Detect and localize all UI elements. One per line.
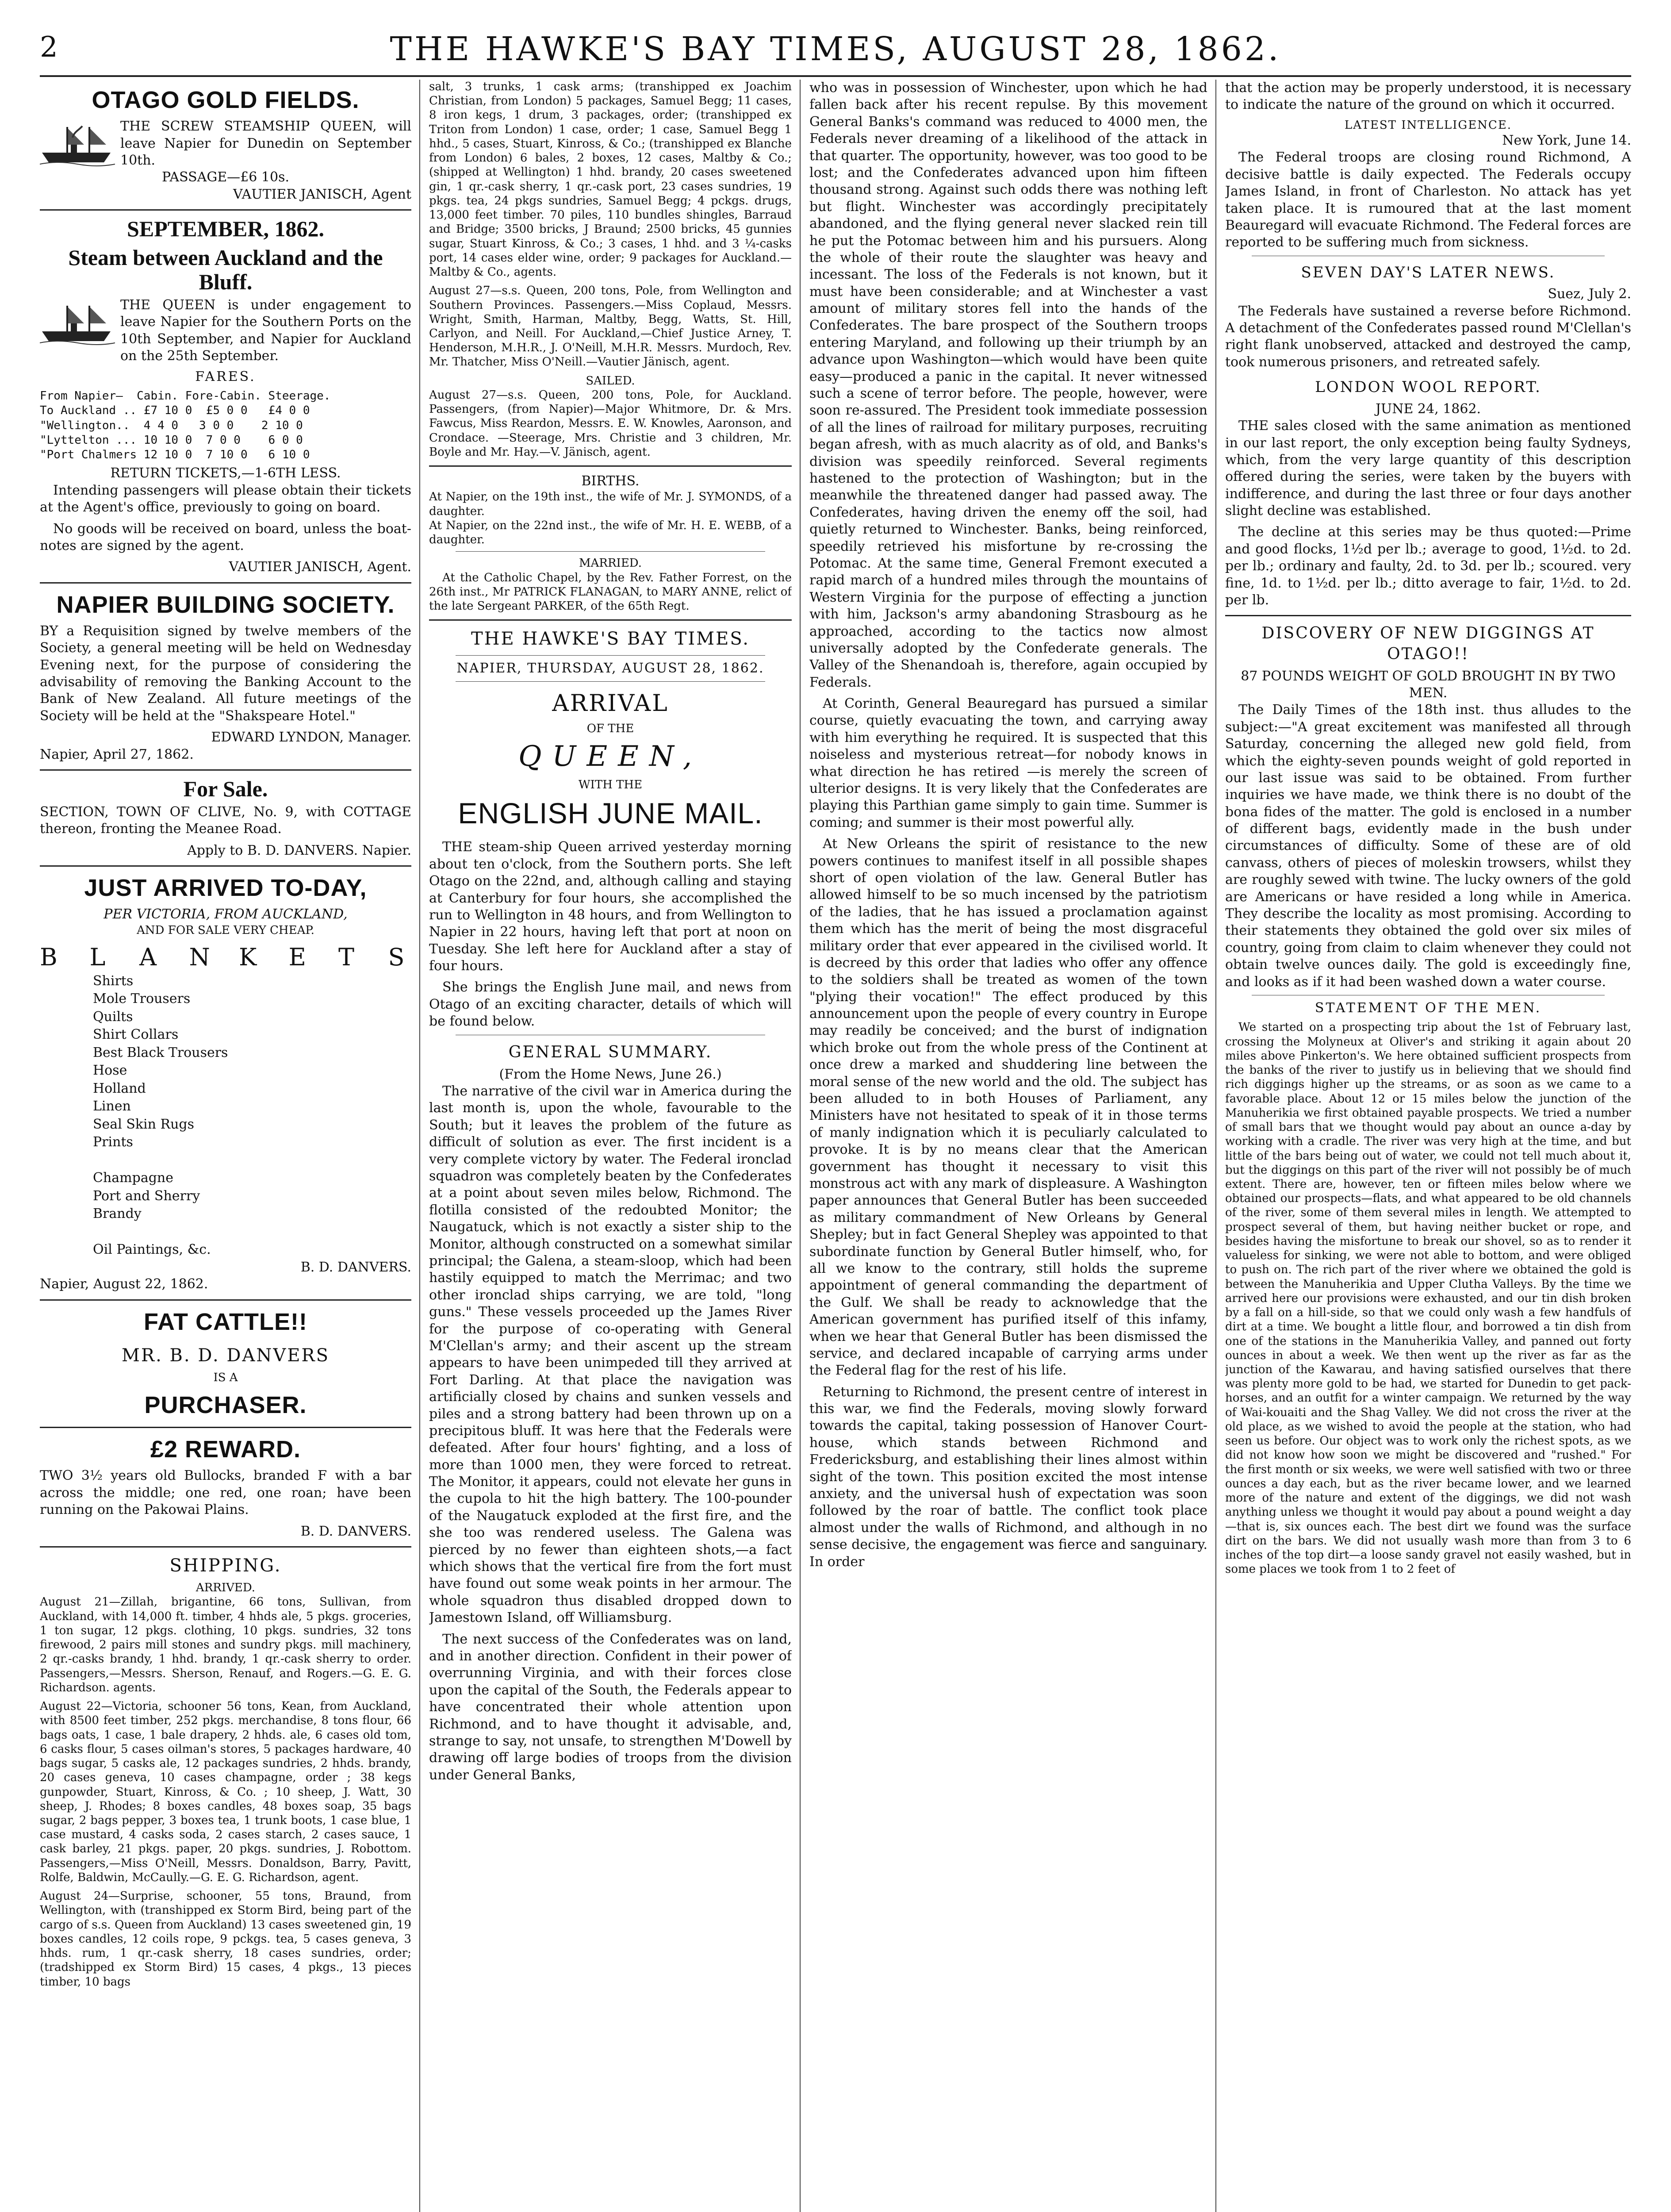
reward-heading: £2 REWARD. (150, 1436, 301, 1463)
society-body: BY a Requisition signed by twelve members of the Society, a general meeting will be held on Wednesday Evening next, for the purpose of considering the advisability of removing the Banking Account to the Bank of New Zealand. All future meetings of the Society will be held at the "Shakspeare Hotel." (40, 623, 411, 724)
steam-heading: Steam between Auckland and the Bluff. (68, 245, 383, 295)
cattle-heading: FAT CATTLE!! (144, 1308, 307, 1335)
sailed-label: SAILED. (586, 374, 635, 388)
wool-heading: LONDON WOOL REPORT. (1315, 378, 1541, 396)
divider (40, 1427, 411, 1428)
cattle-line: MR. B. D. DANVERS (122, 1345, 330, 1366)
list-item: Linen (93, 1098, 131, 1114)
latest-heading: LATEST INTELLIGENCE. (1344, 118, 1512, 132)
cattle-line: IS A (213, 1371, 238, 1385)
divider (40, 209, 411, 211)
summary-paragraph: The next success of the Confederates was on land, and in another direction. Confident in their power of overrunning Virginia, and with their forces close upon the capital of the South, the Federals appear to have concentrated their whole attention upon Richmond, and to have thought it advisable, and, strange to say, not unsafe, to strengthen M'Dowell by drawing off large bodies of troops from the division under General Banks, (429, 1631, 792, 1783)
list-item: Prints (93, 1134, 133, 1150)
masthead (40, 27, 1631, 77)
steamship-icon (40, 297, 115, 346)
summary-source: (From the Home News, June 26.) (499, 1066, 722, 1082)
list-item: Mole Trousers (93, 991, 191, 1007)
list-item: Quilts (93, 1009, 133, 1025)
otago-passage: PASSAGE—£6 10s. (161, 169, 290, 185)
discovery-subheading: 87 POUNDS WEIGHT OF GOLD BROUGHT IN BY TWO MEN. (1241, 668, 1616, 701)
blankets-letter: B (40, 943, 57, 971)
list-item: Hose (93, 1063, 127, 1079)
columns (40, 80, 1631, 2212)
wool-paragraph: The decline at this series may be thus quoted:—Prime and good flocks, 1½d per lb.; average to good, 1½d. to 2d. per lb.; ordinary and faulty, 2d. to 3d. per lb.; scoured. very fine, 1d. to 1½d. per lb.; ditto average to fair, 1½d. to 2d. per lb. (1225, 524, 1631, 608)
reward-sign: B. D. DANVERS. (300, 1523, 411, 1539)
queen-heading: QUEEN, (518, 740, 703, 773)
list-item: Seal Skin Rugs (93, 1116, 195, 1132)
fares-table: From Napier— Cabin. Fore-Cabin. Steerage. To Auckland .. £7 10 0 £5 0 0 £4 0 0 "Wellington.. 4 4 0 3 0 0 2 10 0 "Lyttelton ... 10 10 0 7 0 0 6 0 0 "Port Chalmers 12 10 0 7 10 0 6 10 0 (40, 389, 331, 462)
arrived-sign: B. D. DANVERS. (300, 1259, 411, 1275)
war-paragraph: Returning to Richmond, the present centre of interest in this war, we find the Federals, moving slowly forward towards the capital, taking possession of Hanover Court-house, which stands between Richmond and Fredericksburg, and establishing their lines almost within sight of the town. This position excited the most intense anxiety, and the universal hush of expectation was soon followed by the roar of battle. The conflict took place almost under the walls of Richmond, and although in no sense decisive, the engagement was fierce and sanguinary. In order (809, 1384, 1207, 1570)
arrived-sub2: AND FOR SALE VERY CHEAP. (137, 923, 314, 937)
divider (1225, 615, 1631, 616)
list-item: Best Black Trousers (93, 1045, 228, 1060)
births-text: At Napier, on the 19th inst., the wife of Mr. J. SYMONDS, of a daughter. At Napier, on the 22nd inst., the wife of Mr. H. E. WEBB, of a daughter. (429, 490, 792, 547)
otago-body: THE SCREW STEAMSHIP QUEEN, will leave Napier for Dunedin on September 10th. (120, 119, 411, 168)
divider (429, 619, 792, 621)
wool-dateline: JUNE 24, 1862. (1375, 401, 1481, 417)
column-1 (40, 80, 411, 2212)
list-item: Shirt Collars (93, 1027, 179, 1043)
births-heading: BIRTHS. (581, 473, 640, 489)
list-item: Oil Paintings, &c. (93, 1242, 211, 1258)
blankets-word (40, 942, 411, 972)
divider (429, 465, 792, 467)
steam-body: THE QUEEN is under engagement to leave Napier for the Southern Ports on the 10th September, and Napier for Auckland on the 25th September. (120, 297, 411, 364)
divider (40, 582, 411, 584)
queen-arrival-entry: August 27—s.s. Queen, 200 tons, Pole, from Wellington and Southern Provinces. Passengers.—Miss Coplaud, Messrs. Wright, Smith, Harman, Maltby, Begg, Watts, St. Hill, Carlyon, and Neill. For Auckland,—Chief Justice Arney, T. Henderson, M.H.R., J. O'Neill, M.H.R. Messrs. Murdoch, Rev. Mr. Thatcher, Miss O'Neill.—Vautier Jänisch, agent. (429, 284, 792, 369)
reward-body: TWO 3½ years old Bullocks, branded F with a bar across the middle; one red, one roan; have been running on the Pakowai Plains. (40, 1468, 411, 1518)
blankets-letter: A (139, 943, 157, 971)
seven-days-dateline: Suez, July 2. (1548, 286, 1631, 302)
divider (456, 551, 765, 552)
blankets-letter: E (288, 943, 306, 971)
society-dateline: Napier, April 27, 1862. (40, 746, 194, 762)
statement-paragraph: We started on a prospecting trip about the 1st of February last, crossing the Molyneux at Oliver's and striking it again about 20 miles above Pinkerton's. We here obtained sufficient prospects from the banks of the river to justify us in believing that we should find rich diggings higher up the streams, or as soon as we came to a favorable place. About 12 or 15 miles below the junction of the Manuherikia we first obtained payable prospects. We tried a number of small bars that we thought would pay about an ounce a-day by working with a cradle. The river was very high at the time, and but little of the bars being out of water, we could not tell much about it, but the diggings on this part of the river will not possibly be of much extent. There are, however, ten or fifteen miles below where we obtained our prospects—flats, and what appeared to be old channels of the river, some of them several miles in length. We attempted to prospect several of them, but having neither bucket or rope, and besides having the misfortune to break our shovel, so as to render it valueless for sinking, we were not able to bottom, and were obliged to push on. The rich part of the river where we obtained the gold is between the Manuherikia and Upper Clutha Valleys. By the time we arrived here our provisions were exhausted, and our tin dish broken by a fall on a hill-side, so that we could only wash a few handfuls of dirt at a time. We bought a little flour, and borrowed a tin dish from one of the stations in the Manuherikia Valley, and panned out forty ounces in about a week. We then went up the river as far as the junction of the Kawarau, and having satisfied ourselves that there was plenty more gold to be had, we started for Dunedin to get pack-horses, and an outfit for a winter campaign. We returned by the way of Wai-kouaiti and the Shag Valley. We did not cross the river at the old place, as we wished to avoid the people at the station, who had seen us before. Our object was to work only the richest spots, as we did not know how soon we might be discovered and "rushed." For the first month or six weeks, we were well satisfied with two or three ounces a day each, but as the river became lower, and we learned more of the nature and extent of the diggings, we did not wash anything unless we thought it would pay about a pound weight a day—that is, six ounces each. The best dirt we found was the surface dirt on the bars. We did not usually wash more than from 3 to 6 inches of the top dirt—a loose sandy gravel not easily washed, but in some places we took from 1 to 2 feet of (1225, 1021, 1631, 1576)
arrival-paragraph: THE steam-ship Queen arrived yesterday morning about ten o'clock, from the Southern ports. She left Otago on the 22nd, and, although calling and staying at Canterbury for four hours, she accomplished the run to Wellington in 48 hours, and from Wellington to Napier in 22 hours, having left that port at noon on Tuesday. She left here for Auckland after a stay of four hours. (429, 839, 792, 974)
otago-sign: VAUTIER JANISCH, Agent (233, 186, 411, 202)
arrival-heading: ARRIVAL (552, 690, 669, 717)
society-heading: NAPIER BUILDING SOCIETY. (56, 591, 395, 618)
cattle-line: PURCHASER. (144, 1392, 307, 1419)
column-rule (1215, 80, 1216, 2212)
arrival-paragraph: She brings the English June mail, and news from Otago of an exciting character, details of which will be found below. (429, 979, 792, 1029)
otago-ad (40, 118, 411, 169)
arrived-sub: PER VICTORIA, FROM AUCKLAND, (103, 906, 348, 922)
queen-sailed-entry: August 27—s.s. Queen, 200 tons, Pole, for Auckland. Passengers, (from Napier)—Major Whitmore, Dr. & Mrs. Fawcus, Miss Reardon, Messrs. E. W. Knowles, Aaronson, and Crondace. —Steerage, Mrs. Christie and 3 children, Mr. Boyle and Mr. Hay.—V. Jänisch, agent. (429, 388, 792, 459)
sale-body: SECTION, TOWN OF CLIVE, No. 9, with COTTAGE thereon, fronting the Meanee Road. (40, 804, 411, 837)
english-mail-heading: ENGLISH JUNE MAIL. (458, 796, 763, 830)
war-paragraph: At New Orleans the spirit of resistance to the new powers continues to manifest itself in all possible shapes short of open violation of the law. General Butler has allowed himself to be so much incensed by the patriotism of the ladies, that he has issued a proclamation against them which has the merit of being the most disgraceful military order that ever appeared in the civilised world. It is decreed by this order that ladies who offer any offence to the soldiers shall be treated as women of the town "plying their vocation!" The effect produced by this announcement upon the people of every country in Europe may readily be conceived; and the burst of indignation which broke out from the whole press of the Continent at once drew a marked and shuddering line between the moral sense of the new world and the old. The subject has been alluded to in both Houses of Parliament, any Ministers have not hesitated to speak of it in those terms of manly indignation which it is peculiarly calculated to provoke. It is by no means clear that the American government has thought it necessary to visit this monstrous act with any mark of displeasure. A Washington paper announces that General Butler has been succeeded as military commandment of New Orleans by General Shepley; but in fact General Shepley was appointed to that subordinate function by General Butler himself, who, for all we know to the contrary, still holds the supreme appointment of general commanding the department of the Gulf. We shall be ready to acknowledge that the American government has purified itself of this infamy, when we hear that General Butler has been dismissed the service, and declared incapable of carrying arms under the Federal flag for the rest of his life. (809, 836, 1207, 1379)
married-heading: MARRIED. (579, 557, 642, 570)
blankets-letter: L (89, 943, 106, 971)
seven-days-paragraph: The Federals have sustained a reverse before Richmond. A detachment of the Confederates passed round M'Clellan's right flank unobserved, attacked and destroyed the camp, took numerous prisoners, and retreated safely. (1225, 303, 1631, 370)
column-3 (809, 80, 1207, 2212)
blankets-letter: K (239, 943, 257, 971)
wool-paragraph: THE sales closed with the same animation as mentioned in our last report, the only exception being faulty Sydneys, which, from the very large quantity of this description offered during the series, were taken by the buyers with indifference, and during the last three or four days another slight decline was established. (1225, 418, 1631, 519)
column-4 (1225, 80, 1631, 2212)
married-text: At the Catholic Chapel, by the Rev. Father Forrest, on the 26th inst., Mr PATRICK FLANAGAN, to MARY ANNE, relict of the late Sergeant PARKER, of the 65th Regt. (429, 571, 792, 613)
list-item (93, 1152, 411, 1170)
list-item: Holland (93, 1080, 146, 1096)
page-number: 2 (40, 31, 58, 64)
steam-note: No goods will be received on board, unless the boat-notes are signed by the agent. (40, 521, 411, 553)
blankets-letter: N (189, 943, 210, 971)
sale-heading: For Sale. (183, 776, 268, 801)
steamship-icon (40, 118, 115, 167)
column-2 (429, 80, 792, 2212)
seven-days-heading: SEVEN DAY'S LATER NEWS. (1301, 263, 1556, 281)
latest-dateline: New York, June 14. (1502, 133, 1631, 149)
war-paragraph: who was in possession of Winchester, upon which he had fallen back after his recent repulse. By this movement General Banks's command was reduced to 4000 men, the Federals never dreaming of a likelihood of the attack in that quarter. The opportunity, however, was too good to be lost; and the Confederates advanced upon him fifteen thousand strong. Against such odds there was nothing left but flight. Winchester was accordingly precipitately abandoned, and the flying general never slacked rein till he put the Potomac between him and his pursuers. Along the whole of their route the slaughter was heavy and incessant. The loss of the Federals is not known, but it must have been considerable; and at Winchester a vast amount of military stores fell into the hands of the Confederates. The bare prospect of the Southern troops entering Maryland, and following up their triumph by an advance upon Washington—which would have been quite easy—produced a panic in the capital. It never witnessed such a scene of terror before. The people, however, were soon re-assured. The President took immediate possession of all the lines of railroad for military purposes, recruiting began afresh, with as much alacrity as of old, and Banks's division was speedily reinforced. Several regiments hastened to the protection of Washington; but in the meanwhile the threatened danger had passed away. The Confederates, having driven the enemy off the soil, had quietly returned to Winchester. Banks, being reinforced, speedily retrieved his misfortune by re-crossing the Potomac. At the same time, General Fremont executed a rapid march of a hundred miles through the mountains of Western Virginia for the purpose of effecting a junction with him, Jackson's army abandoning Strasbourg as he approached, according to the tactics now almost universally adopted by the Confederate generals. The Valley of the Shenandoah is, therefore, again occupied by Federals. (809, 80, 1207, 690)
issue-dateline: NAPIER, THURSDAY, AUGUST 28, 1862. (456, 660, 764, 676)
sale-apply: Apply to B. D. DANVERS. Napier. (187, 842, 411, 858)
shipping-arrived: ARRIVED. (195, 1581, 256, 1595)
otago-heading: OTAGO GOLD FIELDS. (92, 87, 360, 113)
column-rule (800, 80, 801, 2212)
paper-title: THE HAWKE'S BAY TIMES, AUGUST 28, 1862. (390, 30, 1281, 68)
list-item: Brandy (93, 1206, 142, 1222)
society-sign: EDWARD LYNDON, Manager. (211, 730, 411, 745)
return-tickets: RETURN TICKETS,—1-6TH LESS. (110, 465, 341, 481)
divider (40, 1299, 411, 1301)
divider (456, 655, 765, 656)
arrival-with-the: WITH THE (578, 778, 643, 791)
steam-month: SEPTEMBER, 1862. (127, 216, 324, 242)
list-item: Port and Sherry (93, 1188, 200, 1204)
war-paragraph: that the action may be properly understood, it is necessary to indicate the nature of the ground on which it occurred. (1225, 80, 1631, 113)
divider (40, 769, 411, 771)
goods-list (93, 972, 411, 1259)
steam-sign: VAUTIER JANISCH, Agent. (229, 559, 411, 575)
summary-heading: GENERAL SUMMARY. (508, 1043, 713, 1061)
statement-heading: STATEMENT OF THE MEN. (1315, 1000, 1542, 1016)
shipping-entry: August 24—Surprise, schooner, 55 tons, Braund, from Wellington, with (transhipped ex Storm Bird, being part of the cargo of s.s. Queen from Auckland) 13 cases sweetened gin, 19 boxes candles, 12 coils rope, 9 pckgs. tea, 5 cases geneva, 3 hhds. rum, 1 qr.-cask sherry, 18 cases sundries, order; (tradshipped ex Storm Bird) 15 cases, 4 pkgs., 13 pieces timber, 10 bags (40, 1889, 411, 1989)
divider (456, 681, 765, 682)
shipping-heading: SHIPPING. (169, 1555, 282, 1576)
summary-paragraph: The narrative of the civil war in America during the last month is, upon the whole, favourable to the South; but it leaves the problem of the future as difficult of solution as ever. The first incident is a very complete victory by water. The Federal ironclad squadron was completely beaten by the Confederates at a point about seven miles below, Richmond. The flotilla consisted of the redoubted Monitor; the Naugatuck, which is not exactly a sister ship to the Monitor, although constructed on a somewhat similar principal; the Galena, a steam-sloop, which had been hastily equipped to match the Merrimac; and two other ironclad ships carrying, we are told, "long guns." These vessels proceeded up the James River for the purpose of co-operating with General M'Clellan's army; and their ascent up the stream appears to have been unimpeded till they arrived at Fort Darling. At that place the navigation was artificially closed by chains and sunken vessels and piles and a strong battery had been thrown up on a precipitous bluff. It was here that the Federals were defeated. After four hours' fighting, and a loss of more than 1000 men, they were forced to retreat. The Monitor, it appears, could not elevate her guns in the cupola to hit the high battery. The 100-pounder of the Naugatuck exploded at the first fire, and the she too was rendered useless. The Galena was pierced by no fewer than eighteen shots,—a fact which shows that the vertical fire from the fort must have found out some weak points in her armour. The whole squadron thus disabled dropped down to Jamestown Island, off Williamsburg. (429, 1083, 792, 1626)
paper-heading: THE HAWKE'S BAY TIMES. (471, 629, 750, 649)
discovery-paragraph: The Daily Times of the 18th inst. thus alludes to the subject:—"A great excitement was manifested all through Saturday, concerning the alleged new gold field, from which the eighty-seven pounds weight of gold reported in our last issue was said to be obtained. From further inquiries we have made, we think there is no doubt of the bona fides of the matter. The gold is enclosed in a number of different bags, evidently made in the bush under circumstances of difficulty. Some of these are of old canvass, others of pieces of moleskin trowsers, whilst they are roughly sewed with twine. The lucky owners of the gold are Americans or have resided a long while in America. They describe the locality as most promising. According to their statements they obtained the gold over six miles of country, going from claim to claim whenever they could not obtain twelve ounces daily. The gold is exceedingly fine, and looks as if it had been washed down a water course. (1225, 702, 1631, 990)
blankets-letter: T (338, 943, 355, 971)
divider (40, 865, 411, 867)
shipping-entry: August 22—Victoria, schooner 56 tons, Kean, from Auckland, with 8500 feet timber, 252 pkgs. merchandise, 8 tons flour, 66 bags oats, 1 case, 1 bale drapery, 2 hhds. ale, 6 cases old tom, 6 casks flour, 5 cases oilman's stores, 5 packages hardware, 40 bags sugar, 5 casks ale, 12 packages sundries, 2 hhds. brandy, 20 cases geneva, 10 cases champagne, order ; 38 kegs gunpowder, Stuart, Kinross, & Co. ; 10 sheep, J. Watt, 30 sheep, J. Rhodes; 8 boxes candles, 48 boxes soap, 35 bags sugar, 2 bags pepper, 3 boxes tea, 1 trunk boots, 1 case blue, 1 case mustard, 4 casks soda, 2 cases starch, 2 cases sauce, 1 cask barley, 21 pkgs. paper, 20 pkgs. sundries, J. Robottom. Passengers,—Miss O'Neill, Messrs. Donaldson, Barry, Pavitt, Rolfe, Baldwin, McCaully.—G. E. G. Richardson, agent. (40, 1700, 411, 1884)
shipping-entry: August 21—Zillah, brigantine, 66 tons, Sullivan, from Auckland, with 14,000 ft. timber, 4 hhds ale, 5 pkgs. groceries, 1 ton sugar, 12 pkgs. clothing, 10 pkgs. sundries, 32 tons firewood, 2 pairs mill stones and sundry pkgs. mill machinery, 2 qr.-casks brandy, 1 hhd. brandy, 1 qr.-cask sherry to order. Passengers,—Messrs. Sherson, Renauf, and Rogers.—G. E. G. Richardson. agents. (40, 1595, 411, 1694)
blankets-letter: S (388, 943, 405, 971)
column-rule (419, 80, 420, 2212)
arrived-dateline: Napier, August 22, 1862. (40, 1276, 208, 1292)
steam-ad (40, 297, 411, 365)
list-item: Shirts (93, 973, 134, 989)
shipping-continued: salt, 3 trunks, 1 cask arms; (transhipped ex Joachim Christian, from London) 5 packages, Samuel Begg; 11 cases, 8 iron kegs, 1 drum, 3 packages, order; (transhipped ex Triton from London) 1 case, order; 1 case, Samuel Begg 1 hhd., 5 cases, Stuart, Kinross, & Co.; (transhipped ex Blanche from London) 6 bales, 2 boxes, 12 cases, Maltby & Co.; (shipped at Wellington) 1 hhd. brandy, 20 cases sweetened gin, 1 qr.-cask sherry, 1 qr.-cask port, 23 cases sundries, 19 pkgs. tea, 24 pkgs sundries, Samuel Begg; 4 pckgs. drugs, 13,000 feet timber. 70 piles, 110 bundles shingles, Barraud and Bridge; 3500 bricks, J Braund; 2500 bricks, 45 gunnies sugar, Stuart Kinross, & Co.; 3 cases, 1 hhd. and 3 ¼-casks port, 14 cases elder wine, order; 9 packages for Auckland.—Maltby & Co., agents. (429, 80, 792, 279)
fares-label: FARES. (195, 369, 256, 384)
steam-note: Intending passengers will please obtain their tickets at the Agent's office, previously to going on board. (40, 482, 411, 515)
list-item: Champagne (93, 1170, 173, 1186)
latest-paragraph: The Federal troops are closing round Richmond, A decisive battle is daily expected. The Federals occupy James Island, in front of Charleston. No attack has yet taken place. It is rumoured that at the last moment Beauregard will evacuate Richmond. The Federal forces are reported to be suffering much from sickness. (1225, 150, 1631, 250)
arrival-of-the: OF THE (586, 722, 634, 736)
discovery-heading: DISCOVERY OF NEW DIGGINGS AT OTAGO!! (1261, 624, 1595, 663)
arrived-heading: JUST ARRIVED TO-DAY, (84, 875, 367, 902)
war-paragraph: At Corinth, General Beauregard has pursued a similar course, quietly evacuating the town, and carrying away with him everything he required. It is suspected that this noiseless and mysterious retreat—for nobody knows in what direction he has retired —is merely the screen of ulterior designs. It is very likely that the Confederates are playing this Parthian game simply to gain time. Summer is coming; and summer is their most powerful ally. (809, 696, 1207, 830)
list-item (93, 1223, 411, 1241)
divider (40, 1546, 411, 1548)
